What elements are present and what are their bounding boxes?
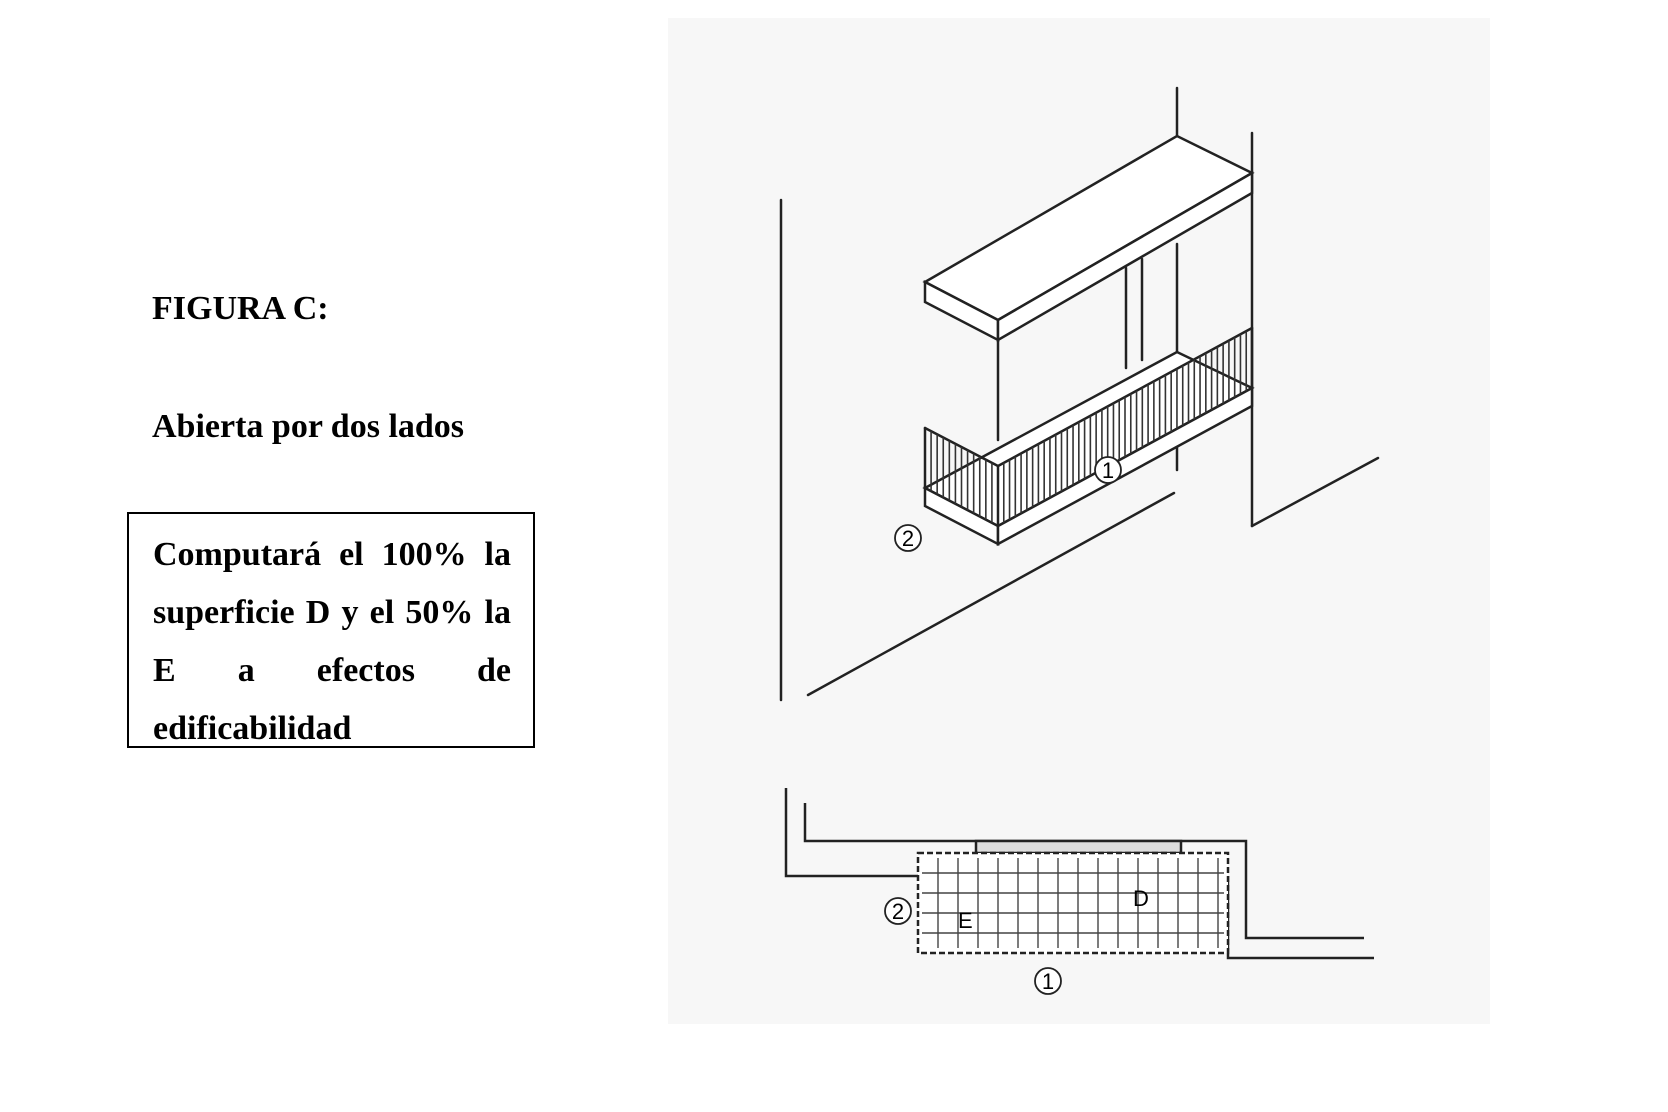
- plan-window: [976, 841, 1181, 853]
- svg-text:1: 1: [1101, 458, 1115, 483]
- callout-1-plan: [1035, 968, 1061, 994]
- plan-label-d: D: [1133, 886, 1149, 911]
- svg-text:2: 2: [901, 526, 915, 551]
- callout-2-plan: [885, 898, 911, 924]
- figure-title: FIGURA C:: [152, 290, 329, 327]
- note-box: [127, 512, 535, 748]
- plan-balcony: [918, 853, 1228, 953]
- svg-text:2: 2: [891, 899, 905, 924]
- plan-label-e: E: [958, 908, 973, 933]
- callout-2-iso: [895, 525, 921, 551]
- figure-subtitle: Abierta por dos lados: [152, 408, 465, 445]
- note-text: Computará el 100% la superficie D y el 50% la E a efectos de edificabilidad: [153, 536, 511, 747]
- balcony-diagram: [668, 18, 1490, 1024]
- callout-1-iso: [1095, 457, 1121, 483]
- svg-text:1: 1: [1041, 969, 1055, 994]
